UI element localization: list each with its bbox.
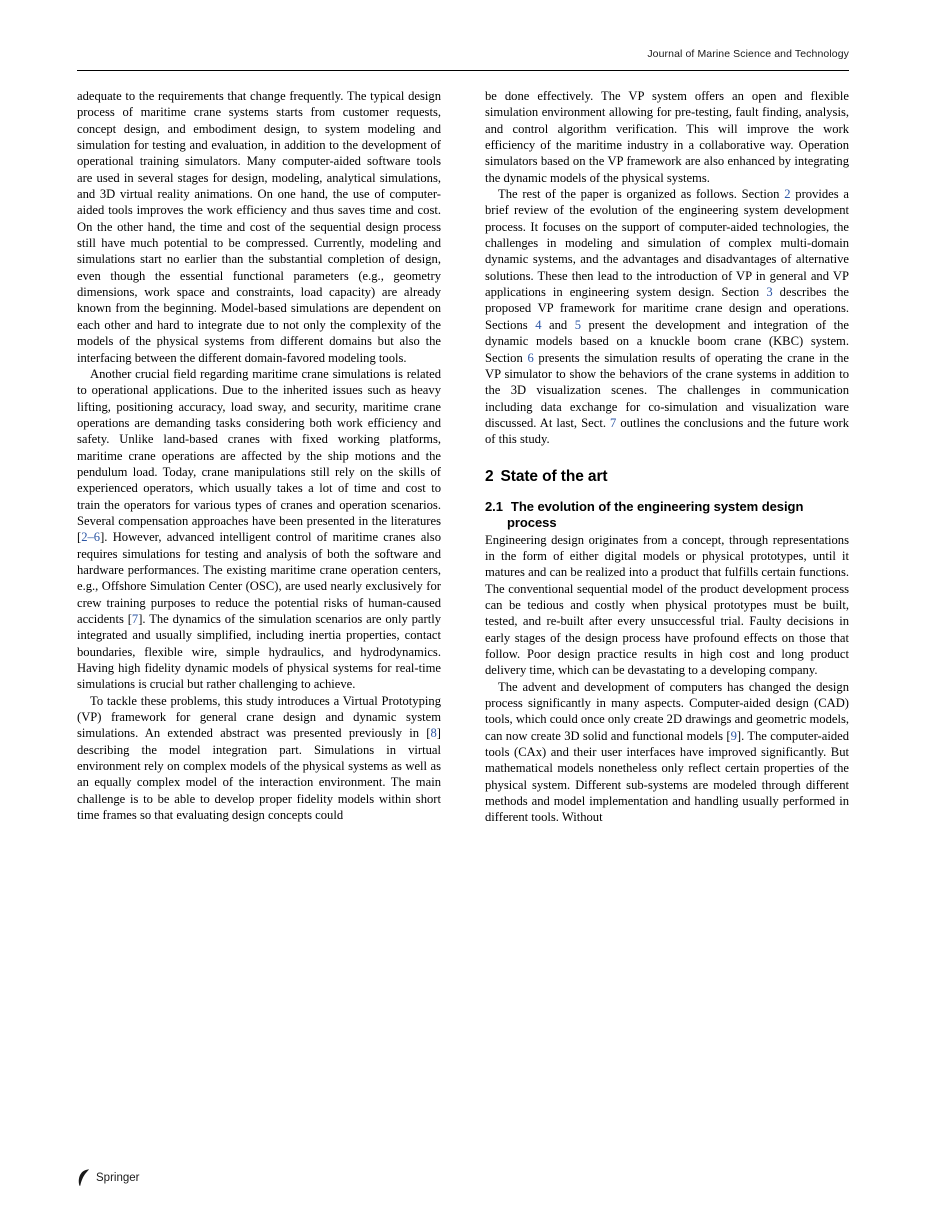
paragraph-text-part: outlines the conclusions and the future work of this study. — [485, 415, 849, 447]
publisher-name: Springer — [96, 1171, 140, 1184]
paragraph-text-part: To tackle these problems, this study introduces a Virtual Prototyping (VP) framework for general crane design and dynamic system simulations. An extended abstract was presented previously in [ — [77, 693, 441, 741]
paragraph-text-part: ] describing the model integration part. Simulations in virtual environment rely on complex models of the physical systems as well as an equally complex model of the interaction environment. The main challenge is to be able to develop proper fidelity models within short time frames so that evaluating design concepts could — [77, 726, 441, 823]
header-divider — [77, 70, 849, 71]
page-footer — [77, 1169, 139, 1186]
subsection-title: The evolution of the engineering system design process — [507, 498, 804, 531]
paragraph-text-part: describes the proposed VP framework for maritime crane design and operations. Sections — [485, 285, 849, 332]
section-link-4[interactable]: 4 — [535, 317, 542, 332]
citation-link-7[interactable]: 7 — [131, 612, 139, 626]
section-title: State of the art — [500, 467, 608, 485]
section-link-5[interactable]: 5 — [574, 317, 581, 332]
paragraph-text-part: and — [541, 317, 575, 332]
springer-logo-icon — [77, 1169, 90, 1186]
two-column-body — [77, 88, 849, 826]
paragraph-text-part: present the development and integration of the dynamic models based on a knuckle boom crane (KBC) system. Section — [485, 317, 849, 365]
right-column — [485, 88, 849, 826]
paragraph-text-part: Another crucial field regarding maritime crane simulations is related to operational applications. Due to the inherited issues such as heavy lifting, positioning accuracy, load sway, and security, maritime crane operations are demanding tasks considering both work efficiency and safety. Unlike land-based cranes with fixed working platforms, maritime crane operations are affected by the ship motions and the pendulum load. Today, crane manipulations still rely on the skills of experienced operators, which usually takes a lot of time and cost to train the operators for various types of cranes and operation scenarios. Several compensation approaches have been presented in the literatures [ — [77, 366, 441, 545]
citation-link-2-6[interactable]: 2–6 — [81, 530, 101, 545]
paragraph-text-part: ]. The computer-aided tools (CAx) and their user interfaces have improved significantly. But mathematical models nonetheless only reflect certain properties of the physical system. Different sub-systems are modeled through different methods and model implementation and handling usually performed in different tools. Without — [485, 728, 850, 825]
paragraph — [77, 693, 441, 824]
citation-link-8[interactable]: 8 — [430, 726, 437, 741]
section-link-6[interactable]: 6 — [527, 350, 534, 365]
citation-link-9[interactable]: 9 — [730, 728, 737, 743]
paragraph-text-part: The advent and development of computers has changed the design process significantly in many aspects. Computer-aided design (CAD) tools, which could once only create 2D drawings and geometric models, can now create 3D solid and functional models [ — [485, 679, 849, 743]
paragraph-text-part: The rest of the paper is organized as follows. Section — [498, 187, 785, 202]
left-column — [77, 88, 441, 826]
section-link-2[interactable]: 2 — [784, 187, 791, 202]
paragraph-text-part: presents the simulation results of operating the crane in the VP simulator to show the behaviors of the crane systems in addition to the 3D visualization scenes. The challenges in communication including data exchange for co-simulation and visualization ware discussed. At last, Sect. — [485, 350, 849, 430]
section-link-7[interactable]: 7 — [610, 415, 617, 430]
paragraph: Engineering design originates from a concept, through representations in the form of either digital models or physical prototypes, until it matures and can be realized into a product that fulfills certain functions. The conventional sequential model of the product development process can be tedious and costly when physical prototypes must be built, tested, and re-built after every unsuccessful trial. Faulty decisions in early stages of the design process have profound effects on those that follow. Poor design practice results in high cost and long product delivery time, which can be devastating to a developing company. — [485, 532, 849, 678]
paragraph-text-part: provides a brief review of the evolution of the engineering system development process. It focuses on the support of computer-aided technologies, the challenges in modeling and simulation of complex multi-domain dynamic systems, and the advantages and disadvantages of alternative solutions. These then lead to the introduction of VP in general and VP applications in engineering system design. Section — [485, 187, 849, 300]
section-link-3[interactable]: 3 — [766, 285, 773, 300]
paragraph-text-part: ]. However, advanced intelligent control of maritime cranes also requires simulations for testing and analysis of both the software and hardware performances. The existing maritime crane operation centers, e.g., Offshore Simulation Center (OSC), are used nearly exclusively for crew training purposes to reduce the potential risks of human-caused accidents [ — [77, 530, 441, 626]
paragraph — [77, 366, 441, 693]
subsection-number: 2.1 — [485, 498, 503, 514]
subsection-heading — [485, 499, 849, 532]
page-header: Journal of Marine Science and Technology — [647, 48, 849, 60]
paragraph — [485, 186, 849, 448]
paragraph: adequate to the requirements that change frequently. The typical design process of maritime crane systems starts from customer requests, concept design, and embodiment design, to system modeling and simulation for testing and evaluation, in addition to the development of operational training simulators. Many computer-aided software tools are used in several stages for design, modeling, analytical simulations, and 3D virtual reality animations. On one hand, the use of computer-aided tools improves the work efficiency and thus saves time and cost. On the other hand, the time and cost of the sequential design process still have much potential to be compressed. Currently, modeling and simulations start no earlier than the substantial completion of design, even though the essential functional parameters (e.g., geometry dimensions, work space and constraints, load capacity) are already known from the beginning. Model-based simulations are dependent on each other and hard to integrate due to not only the complexity of the models of the physical systems from different domains but also the interfacing between the different domain-favored modeling tools. — [77, 89, 441, 365]
paragraph-text-part: ]. The dynamics of the simulation scenarios are only partly integrated and usually simplified, including inertia properties, contact boundaries, flexible wire, simple hydraulics, and hydrodynamics. Having high fidelity dynamic models of physical systems for real-time simulations is crucial but rather challenging to achieve. — [77, 612, 441, 692]
section-heading — [485, 467, 849, 486]
paragraph — [485, 679, 849, 826]
section-number: 2 — [485, 467, 494, 485]
paragraph: be done effectively. The VP system offers an open and flexible simulation environment allowing for pre-testing, fault finding, analysis, and control algorithm verification. This will improve the work efficiency of the maritime industry in a collaborative way. Operation simulators based on the VP framework are also enhanced by integrating the dynamic models of the physical systems. — [485, 89, 849, 185]
